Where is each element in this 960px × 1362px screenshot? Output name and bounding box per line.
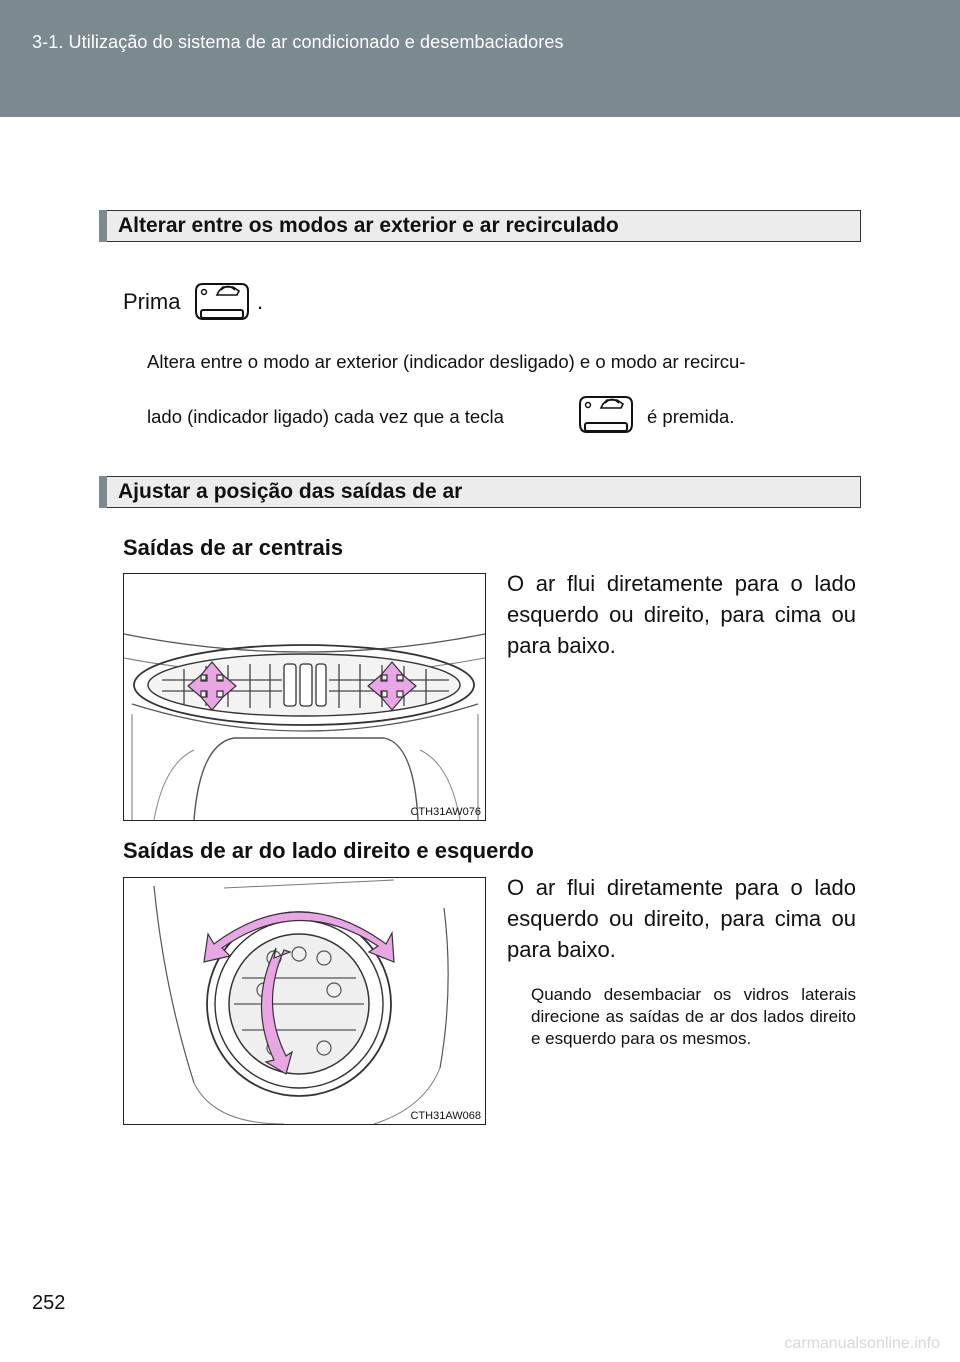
center-vents-illustration <box>124 574 485 820</box>
figure-code: CTH31AW068 <box>410 1110 481 1122</box>
prima-label: Prima <box>123 289 181 314</box>
figure-code: CTH31AW076 <box>410 806 481 818</box>
page-number: 252 <box>32 1292 66 1314</box>
subheading-center-vents: Saídas de ar centrais <box>123 535 344 560</box>
section-heading-modes <box>99 210 861 242</box>
mode-note-line2: lado (indicador ligado) cada vez que a tecla <box>147 406 504 427</box>
mode-note-line1: Altera entre o modo ar exterior (indicador desligado) e o modo ar recircu- <box>147 351 746 372</box>
section-heading-vents <box>99 476 861 508</box>
center-vents-figure <box>123 573 486 821</box>
prima-end: . <box>257 289 264 314</box>
center-vents-text: O ar flui diretamente para o lado esquerdo ou direito, para cima ou para baixo. <box>507 571 856 658</box>
mode-note-line2-end: é premida. <box>647 406 735 427</box>
side-vents-illustration <box>124 878 485 1124</box>
side-vents-text: O ar flui diretamente para o lado esquerdo ou direito, para cima ou para baixo. <box>507 875 856 962</box>
section-title: Ajustar a posição das saídas de ar <box>118 480 463 503</box>
recirculation-button-icon <box>577 394 635 436</box>
section-title: Alterar entre os modos ar exterior e ar recirculado <box>118 214 619 237</box>
side-vents-note: Quando desembaciar os vidros laterais direcione as saídas de ar dos lados direito e esquerdo para os mesmos. <box>531 985 856 1048</box>
chapter-header <box>0 0 960 117</box>
subheading-side-vents: Saídas de ar do lado direito e esquerdo <box>123 838 534 863</box>
chapter-title: 3-1. Utilização do sistema de ar condicionado e desembaciadores <box>32 32 564 52</box>
recirculation-button-icon <box>193 281 251 323</box>
side-vents-figure <box>123 877 486 1125</box>
watermark: carmanualsonline.info <box>784 1335 940 1352</box>
